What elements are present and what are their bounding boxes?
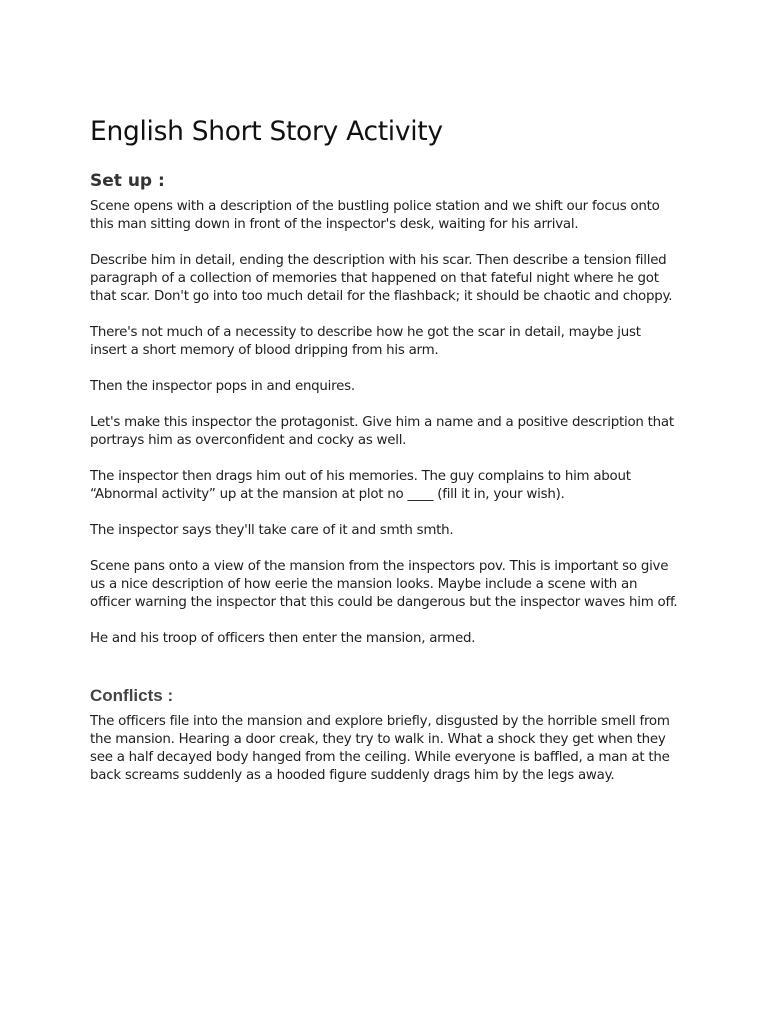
section-heading-conflicts: Conflicts : [90, 686, 174, 705]
setup-paragraph-9: He and his troop of officers then enter the mansion, armed. [90, 631, 476, 646]
setup-paragraph-2: Describe him in detail, ending the description with his scar. Then describe a tension filled paragraph of a collection of memories that happened on that fateful night where he got that scar. Don't go into too much detail for the flashback; it should be chaotic and choppy. [90, 253, 673, 304]
setup-paragraph-3: There's not much of a necessity to describe how he got the scar in detail, maybe just insert a short memory of blood dripping from his arm. [90, 325, 641, 358]
setup-paragraph-7: The inspector says they'll take care of it and smth smth. [90, 523, 454, 538]
setup-paragraph-5: Let's make this inspector the protagonist. Give him a name and a positive description that portrays him as overconfident and cocky as well. [90, 415, 674, 448]
setup-paragraph-1: Scene opens with a description of the bustling police station and we shift our focus onto this man sitting down in front of the inspector's desk, waiting for his arrival. [90, 199, 660, 232]
document-body [90, 112, 680, 785]
section-heading-setup: Set up : [90, 171, 165, 191]
setup-paragraph-6: The inspector then drags him out of his memories. The guy complains to him about “Abnormal activity” up at the mansion at plot no ____ (fill it in, your wish). [90, 469, 631, 502]
setup-paragraph-4: Then the inspector pops in and enquires. [90, 379, 355, 394]
document-title: English Short Story Activity [90, 116, 443, 147]
conflicts-paragraph-1: The officers file into the mansion and explore briefly, disgusted by the horrible smell from the mansion. Hearing a door creak, they try to walk in. What a shock they get when they see a half decayed body hanged from the ceiling. While everyone is baffled, a man at the back screams suddenly as a hooded figure suddenly drags him by the legs away. [90, 714, 670, 783]
setup-paragraph-8: Scene pans onto a view of the mansion from the inspectors pov. This is important so give us a nice description of how eerie the mansion looks. Maybe include a scene with an officer warning the inspector that this could be dangerous but the inspector waves him off. [90, 559, 678, 610]
